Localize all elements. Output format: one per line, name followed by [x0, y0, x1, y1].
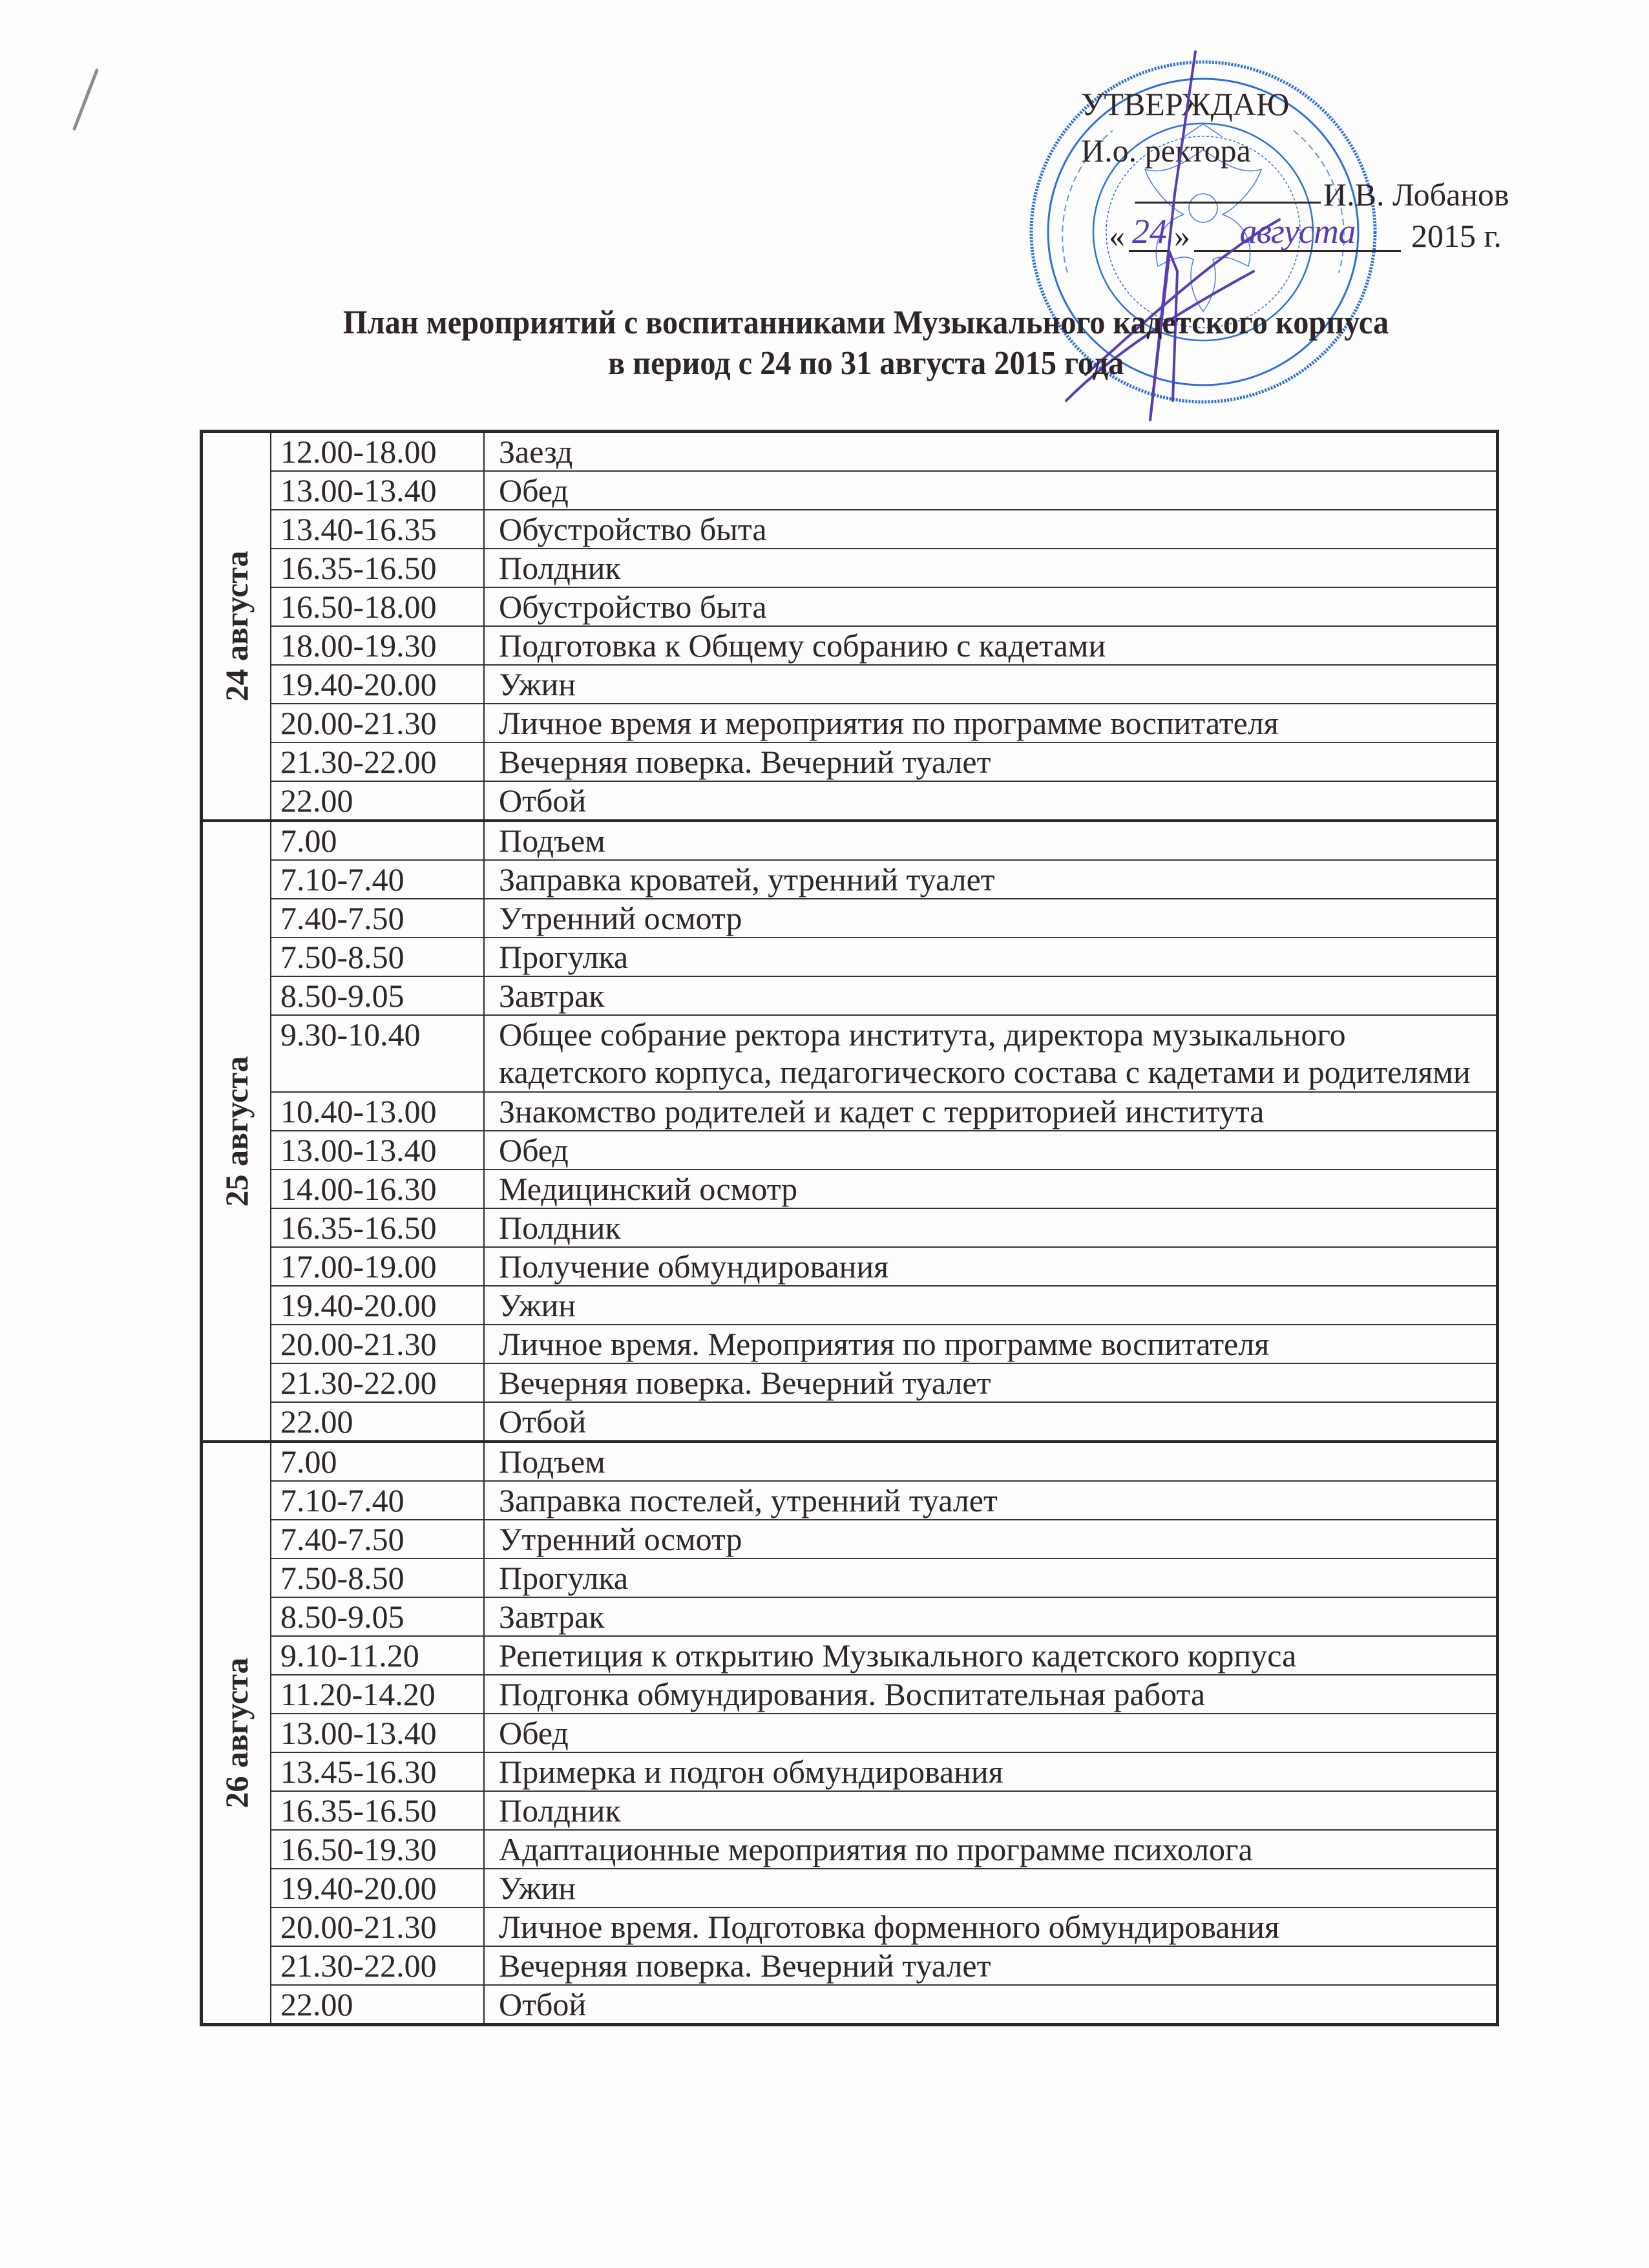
time-cell: 19.40-20.00 [271, 1869, 485, 1907]
table-row [271, 1363, 1496, 1402]
table-row [271, 509, 1496, 548]
day-section [203, 433, 1496, 819]
time-cell: 20.00-21.30 [271, 1908, 485, 1946]
day-rows [271, 1443, 1496, 2023]
date-month-line [1194, 213, 1401, 252]
table-row [271, 1674, 1496, 1713]
activity-cell: Утренний осмотр [499, 1521, 742, 1557]
table-row [271, 742, 1496, 781]
table-row [271, 1984, 1496, 2023]
time-cell: 7.00 [271, 1443, 485, 1480]
time-cell: 7.40-7.50 [271, 899, 485, 937]
table-row [271, 1635, 1496, 1674]
date-year: 2015 г. [1411, 218, 1502, 254]
table-row [271, 548, 1496, 587]
table-row [271, 898, 1496, 937]
time-cell: 16.35-16.50 [271, 549, 485, 587]
activity-cell: Обед [499, 1715, 569, 1751]
activity-cell: Полдник [499, 1792, 621, 1829]
time-cell: 7.50-8.50 [271, 938, 485, 976]
table-row [271, 1519, 1496, 1558]
schedule-table [200, 430, 1499, 2026]
day-label: 24 августа [218, 551, 255, 702]
approver-role: И.о. ректора [1081, 132, 1251, 169]
table-row [271, 1597, 1496, 1635]
activity-cell: Прогулка [499, 1560, 629, 1596]
activity-cell: Личное время и мероприятия по программе воспитателя [499, 705, 1279, 741]
activity-cell: Примерка и подгон обмундирования [499, 1754, 1003, 1790]
time-cell: 22.00 [271, 782, 485, 819]
table-row [271, 1324, 1496, 1363]
table-row [271, 703, 1496, 742]
document-title-line2 [0, 347, 1649, 381]
activity-cell: Получение обмундирования [499, 1248, 889, 1285]
activity-cell: Заправка кроватей, утренний туалет [499, 861, 995, 898]
activity-cell: Личное время. Мероприятия по программе воспитателя [499, 1326, 1270, 1362]
time-cell: 16.50-19.30 [271, 1831, 485, 1868]
table-row [271, 822, 1496, 859]
table-row [271, 1091, 1496, 1130]
time-cell: 22.00 [271, 1986, 485, 2023]
time-cell: 17.00-19.00 [271, 1248, 485, 1285]
time-cell: 13.00-13.40 [271, 1131, 485, 1169]
activity-cell: Полдник [499, 550, 621, 586]
table-row [271, 1946, 1496, 1984]
day-rows [271, 433, 1496, 819]
approver-name: И.В. Лобанов [1323, 176, 1509, 213]
activity-cell: Личное время. Подготовка форменного обмундирования [499, 1909, 1280, 1945]
day-section [203, 1440, 1496, 2023]
activity-cell: Отбой [499, 1403, 587, 1440]
approval-date [1109, 213, 1529, 252]
activity-cell: Обед [499, 472, 569, 509]
table-row [271, 587, 1496, 625]
table-row [271, 1752, 1496, 1790]
activity-cell: Обед [499, 1132, 569, 1168]
table-row [271, 1868, 1496, 1907]
table-row [271, 976, 1496, 1014]
day-cell [203, 1443, 271, 2023]
date-day-line [1129, 213, 1170, 252]
time-cell: 7.40-7.50 [271, 1520, 485, 1558]
activity-cell: Заезд [499, 434, 573, 470]
table-row [271, 859, 1496, 898]
table-row [271, 1246, 1496, 1285]
activity-cell: Подъем [499, 823, 605, 859]
time-cell: 7.10-7.40 [271, 861, 485, 898]
table-row [271, 1829, 1496, 1868]
table-row [271, 1285, 1496, 1324]
activity-cell: Прогулка [499, 939, 629, 975]
document-period-text: в период с 24 по 31 августа 2015 года [607, 345, 1124, 382]
activity-cell: Репетиция к открытию Музыкального кадетского корпуса [499, 1637, 1297, 1674]
day-label: 26 августа [218, 1657, 255, 1809]
time-cell: 21.30-22.00 [271, 743, 485, 781]
time-cell: 10.40-13.00 [271, 1093, 485, 1130]
table-row [271, 1790, 1496, 1829]
time-cell: 7.00 [271, 822, 485, 859]
document-title-text: План мероприятий с воспитанниками Музыкального кадетского корпуса [342, 304, 1389, 341]
table-row [271, 1713, 1496, 1752]
handwritten-month: августа [1239, 212, 1356, 251]
activity-cell: Вечерняя поверка. Вечерний туалет [499, 744, 991, 780]
activity-cell: Подготовка к Общему собранию с кадетами [499, 627, 1106, 664]
time-cell: 16.35-16.50 [271, 1209, 485, 1246]
activity-cell: Заправка постелей, утренний туалет [499, 1482, 998, 1518]
activity-cell: Обустройство быта [499, 511, 767, 547]
activity-cell: Медицинский осмотр [499, 1171, 798, 1207]
time-cell: 21.30-22.00 [271, 1947, 485, 1984]
time-cell: 14.00-16.30 [271, 1170, 485, 1208]
time-cell: 8.50-9.05 [271, 977, 485, 1014]
day-rows [271, 822, 1496, 1440]
table-row [271, 937, 1496, 976]
activity-cell: Завтрак [499, 1599, 605, 1635]
table-row [271, 1480, 1496, 1519]
activity-cell: Адаптационные мероприятия по программе психолога [499, 1831, 1253, 1867]
time-cell: 19.40-20.00 [271, 1286, 485, 1324]
time-cell: 20.00-21.30 [271, 1325, 485, 1363]
table-row [271, 664, 1496, 703]
activity-cell: Полдник [499, 1210, 621, 1246]
table-row [271, 470, 1496, 509]
table-row [271, 1014, 1496, 1091]
activity-cell: Подъем [499, 1444, 605, 1480]
activity-cell: Вечерняя поверка. Вечерний туалет [499, 1365, 991, 1401]
time-cell: 8.50-9.05 [271, 1598, 485, 1635]
table-row [271, 1443, 1496, 1480]
signature-line [1135, 202, 1321, 204]
time-cell: 13.45-16.30 [271, 1753, 485, 1790]
table-row [271, 625, 1496, 664]
date-open-quote: « [1109, 218, 1125, 254]
activity-cell: Отбой [499, 782, 587, 819]
activity-cell: Завтрак [499, 978, 605, 1014]
table-row [271, 1208, 1496, 1246]
day-cell [203, 822, 271, 1440]
table-row [271, 433, 1496, 470]
time-cell: 16.35-16.50 [271, 1792, 485, 1829]
date-close-quote: » [1174, 218, 1190, 254]
time-cell: 7.50-8.50 [271, 1559, 485, 1597]
activity-cell: Отбой [499, 1986, 587, 2022]
time-cell: 19.40-20.00 [271, 666, 485, 703]
day-cell [203, 433, 271, 819]
time-cell: 18.00-19.30 [271, 627, 485, 664]
activity-cell: Общее собрание ректора института, директора музыкального кадетского корпуса, педагогического состава с кадетами и родителями [499, 1016, 1471, 1090]
time-cell: 16.50-18.00 [271, 588, 485, 625]
document-title-line1 [0, 306, 1649, 340]
margin-pen-mark [72, 68, 99, 131]
activity-cell: Утренний осмотр [499, 900, 742, 936]
time-cell: 12.00-18.00 [271, 433, 485, 470]
handwritten-day: 24 [1132, 212, 1167, 251]
time-cell: 11.20-14.20 [271, 1675, 485, 1713]
time-cell: 13.00-13.40 [271, 472, 485, 509]
table-row [271, 1402, 1496, 1440]
activity-cell: Ужин [499, 1287, 576, 1323]
time-cell: 22.00 [271, 1403, 485, 1440]
time-cell: 9.30-10.40 [271, 1016, 485, 1091]
table-row [271, 781, 1496, 819]
table-row [271, 1558, 1496, 1597]
table-row [271, 1907, 1496, 1946]
day-label: 25 августа [218, 1055, 255, 1207]
time-cell: 7.10-7.40 [271, 1482, 485, 1519]
approval-heading: УТВЕРЖДАЮ [1081, 86, 1290, 122]
time-cell: 13.40-16.35 [271, 510, 485, 548]
activity-cell: Обустройство быта [499, 589, 767, 625]
day-section [203, 819, 1496, 1440]
activity-cell: Подгонка обмундирования. Воспитательная работа [499, 1676, 1206, 1712]
time-cell: 20.00-21.30 [271, 704, 485, 742]
activity-cell: Ужин [499, 666, 576, 702]
activity-cell: Знакомство родителей и кадет с территорией института [499, 1093, 1265, 1129]
activity-cell: Вечерняя поверка. Вечерний туалет [499, 1948, 991, 1984]
activity-cell: Ужин [499, 1870, 576, 1906]
table-row [271, 1169, 1496, 1208]
time-cell: 21.30-22.00 [271, 1364, 485, 1402]
table-row [271, 1130, 1496, 1169]
time-cell: 13.00-13.40 [271, 1714, 485, 1752]
time-cell: 9.10-11.20 [271, 1637, 485, 1674]
